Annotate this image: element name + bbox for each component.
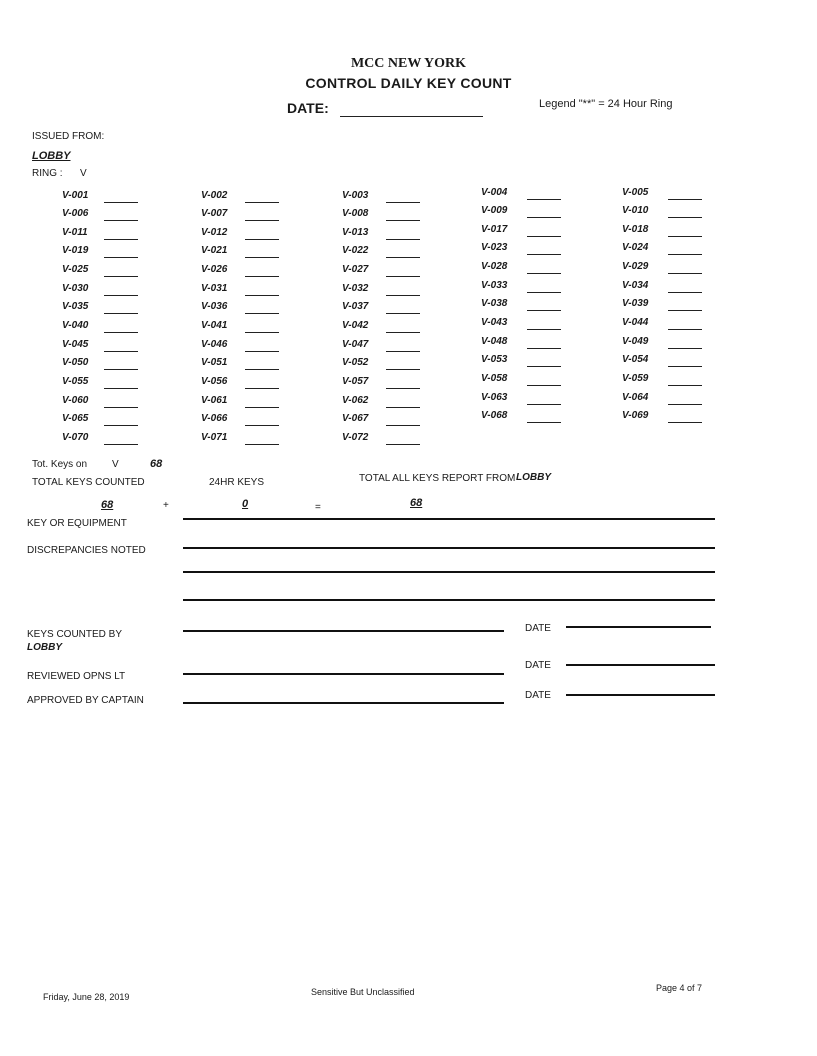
key-label: V-018: [622, 224, 649, 235]
key-label: V-055: [62, 376, 89, 387]
equals-sign: =: [315, 502, 321, 513]
key-count-blank[interactable]: [386, 407, 420, 408]
key-count-blank[interactable]: [668, 385, 702, 386]
key-count-blank[interactable]: [386, 295, 420, 296]
key-label: V-012: [201, 227, 228, 238]
key-count-blank[interactable]: [527, 273, 561, 274]
key-count-blank[interactable]: [104, 369, 138, 370]
plus-sign: +: [163, 500, 169, 511]
key-label: V-048: [481, 336, 508, 347]
key-label: V-004: [481, 187, 508, 198]
key-or-equipment-line[interactable]: [183, 518, 715, 520]
approved-label: APPROVED BY CAPTAIN: [27, 695, 144, 706]
key-label: V-045: [62, 339, 89, 350]
key-count-blank[interactable]: [668, 366, 702, 367]
key-count-blank[interactable]: [668, 254, 702, 255]
key-label: V-044: [622, 317, 649, 328]
key-label: V-036: [201, 301, 228, 312]
key-label: V-025: [62, 264, 89, 275]
keys-counted-by-label: KEYS COUNTED BY: [27, 629, 123, 640]
key-count-blank[interactable]: [104, 202, 138, 203]
key-label: V-011: [62, 227, 88, 238]
key-label: V-017: [481, 224, 508, 235]
key-label: V-041: [201, 320, 228, 331]
tot-keys-on-value: 68: [150, 458, 163, 470]
key-label: V-038: [481, 298, 508, 309]
footer-date: Friday, June 28, 2019: [43, 992, 130, 1002]
key-label: V-052: [342, 357, 369, 368]
total-all-value: 68: [410, 497, 423, 509]
key-count-blank[interactable]: [104, 388, 138, 389]
key-label: V-043: [481, 317, 508, 328]
key-label: V-026: [201, 264, 228, 275]
tot-keys-on-label: Tot. Keys on: [32, 459, 88, 470]
document-subtitle: CONTROL DAILY KEY COUNT: [305, 75, 512, 91]
total-keys-counted-label: TOTAL KEYS COUNTED: [32, 477, 145, 488]
key-count-blank[interactable]: [386, 332, 420, 333]
key-count-blank[interactable]: [668, 348, 702, 349]
legend: Legend "**" = 24 Hour Ring: [539, 98, 673, 110]
key-label: V-064: [622, 392, 649, 403]
key-count-blank[interactable]: [104, 295, 138, 296]
key-count-blank[interactable]: [104, 444, 138, 445]
key-count-blank[interactable]: [527, 329, 561, 330]
key-count-blank[interactable]: [668, 236, 702, 237]
key-count-blank[interactable]: [527, 217, 561, 218]
date-line-1[interactable]: [566, 626, 711, 628]
total-all-keys-location: LOBBY: [516, 472, 551, 483]
issued-from-label: ISSUED FROM:: [32, 131, 105, 142]
key-count-blank[interactable]: [245, 295, 279, 296]
key-count-blank[interactable]: [386, 388, 420, 389]
key-label: V-006: [62, 208, 89, 219]
key-label: V-035: [62, 301, 89, 312]
key-count-blank[interactable]: [245, 369, 279, 370]
key-count-blank[interactable]: [527, 236, 561, 237]
reviewed-label: REVIEWED OPNS LT: [27, 671, 126, 682]
key-label: V-061: [201, 395, 228, 406]
key-count-blank[interactable]: [386, 313, 420, 314]
key-label: V-054: [622, 354, 649, 365]
key-count-blank[interactable]: [527, 254, 561, 255]
footer-classification: Sensitive But Unclassified: [311, 987, 415, 997]
key-count-blank[interactable]: [245, 313, 279, 314]
key-count-blank[interactable]: [668, 404, 702, 405]
key-count-blank[interactable]: [668, 292, 702, 293]
date-label-3: DATE: [525, 690, 551, 701]
key-count-blank[interactable]: [104, 313, 138, 314]
counted-value: 68: [101, 499, 114, 511]
hr24-value: 0: [242, 498, 249, 510]
key-label: V-047: [342, 339, 369, 350]
key-count-blank[interactable]: [104, 220, 138, 221]
key-count-blank[interactable]: [386, 239, 420, 240]
key-count-blank[interactable]: [386, 220, 420, 221]
key-label: V-022: [342, 245, 369, 256]
key-label: V-024: [622, 242, 649, 253]
date-line-3[interactable]: [566, 694, 715, 696]
key-count-blank[interactable]: [104, 257, 138, 258]
key-count-blank[interactable]: [245, 407, 279, 408]
key-count-blank[interactable]: [104, 425, 138, 426]
key-count-blank[interactable]: [104, 276, 138, 277]
key-count-blank[interactable]: [386, 369, 420, 370]
key-label: V-021: [201, 245, 228, 256]
key-label: V-059: [622, 373, 649, 384]
key-count-blank[interactable]: [386, 276, 420, 277]
key-count-blank[interactable]: [104, 351, 138, 352]
date-blank-line: [340, 116, 483, 117]
key-count-blank[interactable]: [527, 385, 561, 386]
key-label: V-063: [481, 392, 508, 403]
key-label: V-062: [342, 395, 369, 406]
key-count-blank[interactable]: [245, 202, 279, 203]
hr24-keys-label: 24HR KEYS: [209, 477, 265, 488]
key-label: V-068: [481, 410, 508, 421]
date-label: DATE:: [287, 100, 329, 116]
key-count-blank[interactable]: [386, 351, 420, 352]
keys-counted-by-line[interactable]: [183, 630, 504, 632]
key-count-blank[interactable]: [245, 239, 279, 240]
footer-page: Page 4 of 7: [656, 983, 703, 993]
key-count-blank[interactable]: [668, 310, 702, 311]
key-label: V-037: [342, 301, 369, 312]
key-label: V-039: [622, 298, 649, 309]
key-label: V-065: [62, 413, 89, 424]
key-count-blank[interactable]: [527, 199, 561, 200]
discrepancies-label: DISCREPANCIES NOTED: [27, 545, 146, 556]
date-line-2[interactable]: [566, 664, 715, 666]
key-label: V-010: [622, 205, 649, 216]
key-label: V-009: [481, 205, 508, 216]
discrepancies-line-3[interactable]: [183, 599, 715, 601]
key-count-blank[interactable]: [245, 425, 279, 426]
key-label: V-058: [481, 373, 508, 384]
key-label: V-005: [622, 187, 649, 198]
key-label: V-033: [481, 280, 508, 291]
key-label: V-069: [622, 410, 649, 421]
keys-counted-by-location: LOBBY: [27, 642, 62, 653]
key-count-blank[interactable]: [104, 239, 138, 240]
key-count-blank[interactable]: [104, 332, 138, 333]
key-label: V-029: [622, 261, 649, 272]
key-label: V-040: [62, 320, 89, 331]
tot-keys-on-ring: V: [112, 459, 119, 470]
date-label-1: DATE: [525, 623, 551, 634]
key-label: V-002: [201, 190, 228, 201]
key-count-blank[interactable]: [245, 351, 279, 352]
key-count-blank[interactable]: [245, 444, 279, 445]
date-label-2: DATE: [525, 660, 551, 671]
key-label: V-072: [342, 432, 369, 443]
key-label: V-049: [622, 336, 649, 347]
key-label: V-001: [62, 190, 89, 201]
key-label: V-030: [62, 283, 89, 294]
key-label: V-031: [201, 283, 228, 294]
ring-label: RING :: [32, 168, 63, 179]
key-count-blank[interactable]: [527, 292, 561, 293]
key-or-equipment-label: KEY OR EQUIPMENT: [27, 518, 127, 529]
key-label: V-070: [62, 432, 89, 443]
key-count-blank[interactable]: [386, 202, 420, 203]
location-heading: LOBBY: [32, 150, 71, 162]
discrepancies-line-2[interactable]: [183, 571, 715, 573]
key-count-blank[interactable]: [527, 348, 561, 349]
key-count-blank[interactable]: [527, 404, 561, 405]
key-count-blank[interactable]: [668, 273, 702, 274]
key-count-blank[interactable]: [245, 257, 279, 258]
key-label: V-066: [201, 413, 228, 424]
key-label: V-053: [481, 354, 508, 365]
key-label: V-067: [342, 413, 369, 424]
key-count-blank[interactable]: [527, 366, 561, 367]
total-all-keys-label: TOTAL ALL KEYS REPORT FROM: [359, 473, 516, 484]
key-count-blank[interactable]: [668, 199, 702, 200]
key-count-blank[interactable]: [668, 329, 702, 330]
key-label: V-042: [342, 320, 369, 331]
key-label: V-027: [342, 264, 369, 275]
key-count-blank[interactable]: [386, 425, 420, 426]
key-count-blank[interactable]: [104, 407, 138, 408]
key-count-blank[interactable]: [245, 220, 279, 221]
key-count-blank[interactable]: [527, 422, 561, 423]
key-count-blank[interactable]: [527, 310, 561, 311]
key-count-blank[interactable]: [245, 276, 279, 277]
key-label: V-057: [342, 376, 369, 387]
approved-line[interactable]: [183, 702, 504, 704]
key-count-blank[interactable]: [245, 388, 279, 389]
ring-value: V: [80, 168, 87, 179]
key-count-blank[interactable]: [245, 332, 279, 333]
key-count-blank[interactable]: [668, 422, 702, 423]
key-count-blank[interactable]: [386, 444, 420, 445]
key-label: V-007: [201, 208, 228, 219]
reviewed-line[interactable]: [183, 673, 504, 675]
key-label: V-003: [342, 190, 369, 201]
key-label: V-019: [62, 245, 89, 256]
key-count-blank[interactable]: [386, 257, 420, 258]
key-label: V-060: [62, 395, 89, 406]
key-label: V-013: [342, 227, 369, 238]
key-label: V-071: [201, 432, 228, 443]
discrepancies-line-1[interactable]: [183, 547, 715, 549]
key-label: V-034: [622, 280, 649, 291]
document-title: MCC NEW YORK: [350, 56, 467, 71]
key-label: V-046: [201, 339, 228, 350]
key-count-blank[interactable]: [668, 217, 702, 218]
key-label: V-051: [201, 357, 228, 368]
key-label: V-050: [62, 357, 89, 368]
key-label: V-023: [481, 242, 508, 253]
key-label: V-008: [342, 208, 369, 219]
key-label: V-032: [342, 283, 369, 294]
key-label: V-056: [201, 376, 228, 387]
key-label: V-028: [481, 261, 508, 272]
